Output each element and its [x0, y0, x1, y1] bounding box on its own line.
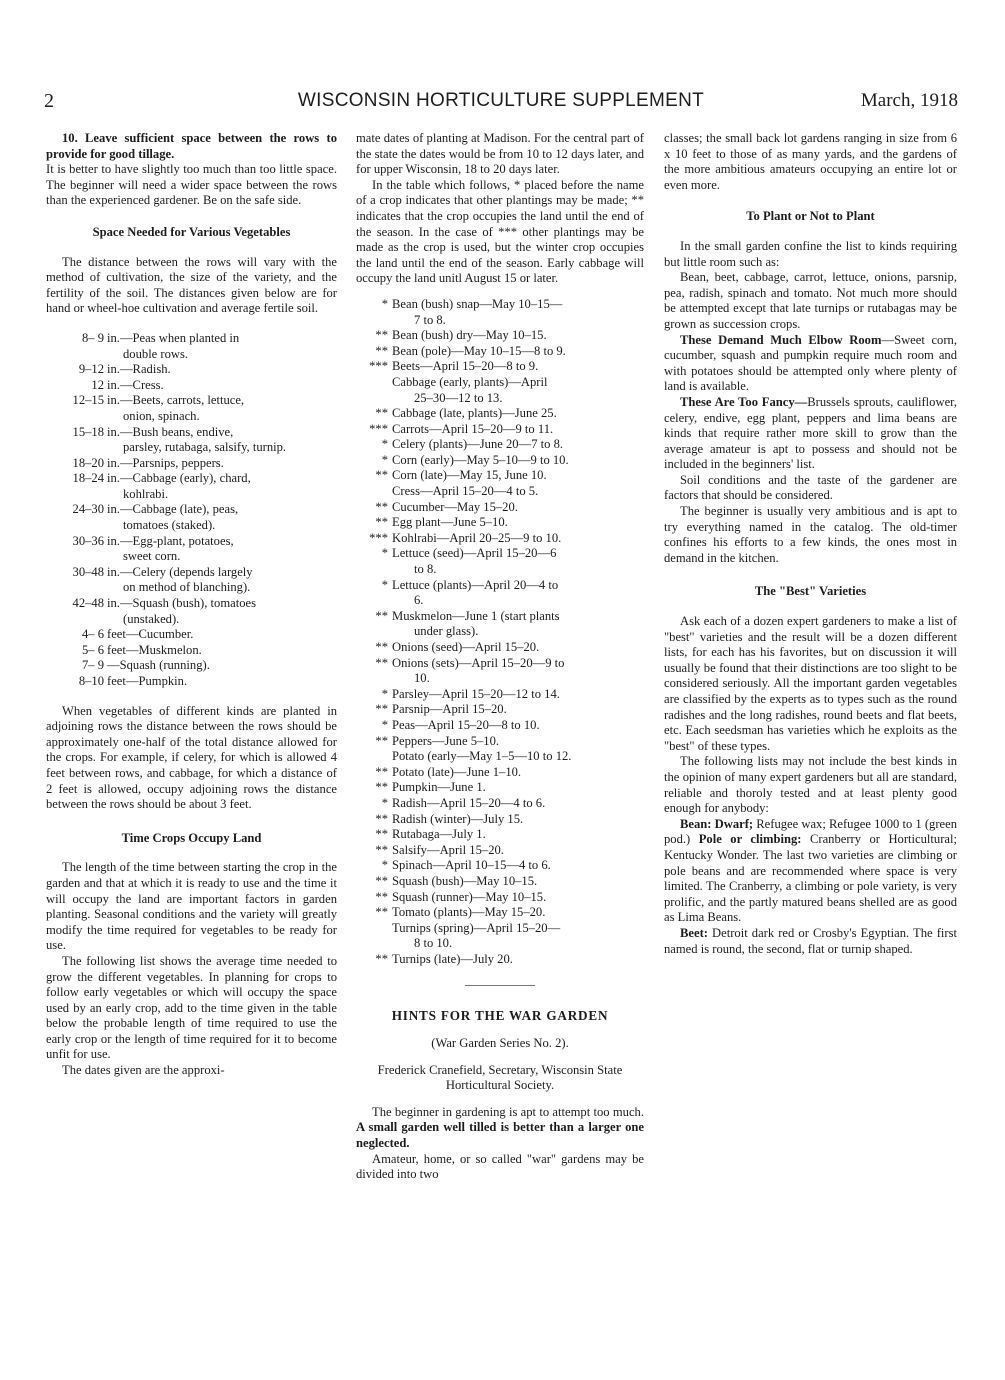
crop-entry-line: Corn (late)—May 15, June 10. — [392, 468, 547, 483]
section-divider — [465, 985, 535, 986]
bean-dwarf-label: Dwarf; — [714, 816, 754, 831]
distance-row — [46, 393, 337, 424]
crop-entry — [392, 578, 644, 609]
elbow-room-text: —Sweet corn, cucumber, squash and pumpkin require much room and with potatoes should be attempted only where plenty of land is available. — [664, 332, 957, 394]
distance-crops-line: feet—Muskmelon. — [107, 642, 202, 657]
hints-bold-text: A small garden well tilled is better than a larger one neglected. — [356, 1120, 644, 1151]
time-crops-heading: Time Crops Occupy Land — [121, 830, 262, 845]
crop-entry-line: Cress—April 15–20—4 to 5. — [392, 484, 539, 499]
crop-row — [356, 890, 644, 906]
distance-crops-cont: on method of blanching). — [123, 580, 251, 595]
crop-row — [356, 640, 644, 656]
crop-entry-line: Corn (early)—May 5–10—9 to 10. — [392, 452, 569, 467]
distance-crops-cont: (unstaked). — [123, 611, 180, 626]
crop-mark: *** — [369, 359, 388, 374]
distance-row — [46, 643, 337, 659]
crop-row — [356, 827, 644, 843]
crop-entry-line: Potato (late)—June 1–10. — [392, 764, 522, 779]
distance-range: 12 — [91, 377, 104, 392]
crop-entry — [392, 827, 644, 843]
crop-entry-line: Egg plant—June 5–10. — [392, 515, 508, 530]
crop-row — [356, 702, 644, 718]
crop-entry-line: Cabbage (early, plants)—April — [392, 374, 548, 389]
crop-entry-line: Squash (bush)—May 10–15. — [392, 873, 538, 888]
hints-paragraph-2: Amateur, home, or so called "war" gardens may be divided into two — [356, 1151, 644, 1182]
beet-paragraph — [664, 926, 957, 957]
crop-entry — [392, 359, 644, 375]
crop-row — [356, 375, 644, 406]
crop-mark: ** — [375, 780, 388, 795]
distance-row — [46, 378, 337, 394]
rule-10-heading: 10. Leave sufficient space between the rows to provide for good tillage. — [46, 131, 337, 161]
crop-row — [356, 687, 644, 703]
bean-paragraph — [664, 817, 957, 926]
distance-crops-cont: kohlrabi. — [123, 486, 169, 501]
crop-row — [356, 468, 644, 484]
crop-row — [356, 796, 644, 812]
crop-mark: ** — [375, 811, 388, 826]
crop-entry — [392, 749, 644, 765]
soil-paragraph: Soil conditions and the taste of the gardener are factors that should be considered. — [664, 472, 957, 503]
hints-title: HINTS FOR THE WAR GARDEN — [391, 1008, 609, 1024]
distance-crops — [107, 378, 337, 394]
crop-entry-line: Rutabaga—July 1. — [392, 827, 486, 842]
crop-entry-line: Radish (winter)—July 15. — [392, 811, 524, 826]
crop-entry — [392, 531, 644, 547]
distance-crops — [107, 658, 337, 674]
crop-entry — [392, 297, 644, 328]
crop-mark: * — [381, 858, 388, 873]
too-fancy-paragraph — [664, 395, 957, 473]
crop-row — [356, 344, 644, 360]
crop-entry — [392, 765, 644, 781]
crop-entry-line: Peas—April 15–20—8 to 10. — [392, 717, 540, 732]
crop-entry — [392, 437, 644, 453]
crop-entry — [392, 546, 644, 577]
crop-entry — [392, 468, 644, 484]
crop-entry-cont: 25–30—12 to 13. — [414, 390, 503, 405]
distance-row — [46, 362, 337, 378]
crop-entry — [392, 375, 644, 406]
crop-entry-line: Bean (pole)—May 10–15—8 to 9. — [392, 343, 566, 358]
crop-mark: ** — [375, 655, 388, 670]
distance-row — [46, 658, 337, 674]
crop-mark: ** — [375, 889, 388, 904]
distance-crops — [107, 534, 337, 565]
distance-row — [46, 534, 337, 565]
distance-crops-cont: double rows. — [123, 346, 189, 361]
distance-crops — [107, 596, 337, 627]
distance-crops-cont: parsley, rutabaga, salsify, turnip. — [123, 440, 287, 455]
crop-mark: * — [381, 296, 388, 311]
distance-crops-cont: onion, spinach. — [123, 408, 200, 423]
bean-dwarf-text: Refugee wax; Refugee 1000 to 1 (green pod.) — [664, 816, 957, 847]
crop-mark — [356, 484, 392, 500]
crop-entry-line: Muskmelon—June 1 (start plants — [392, 608, 560, 623]
distance-crops-cont: sweet corn. — [123, 549, 181, 564]
distance-crops-line: —Squash (running). — [107, 658, 210, 673]
too-fancy-label: These Are Too Fancy— — [680, 394, 808, 409]
crop-mark: * — [381, 686, 388, 701]
crop-entry-line: Onions (sets)—April 15–20—9 to — [392, 655, 565, 670]
crop-row — [356, 905, 644, 921]
crop-entry — [392, 905, 644, 921]
distance-crops-cont: tomatoes (staked). — [123, 518, 216, 533]
distance-crops-line: in.—Cabbage (late), peas, — [107, 502, 239, 517]
distance-row — [46, 627, 337, 643]
crop-row — [356, 734, 644, 750]
crop-mark: ** — [375, 499, 388, 514]
crop-mark — [356, 749, 392, 765]
hints-paragraph-1 — [356, 1105, 644, 1152]
best-paragraph-2: The following lists may not include the best kinds in the opinion of many expert gardeners but all are standard, reliable and thoroly tested and at least plenty good enough for anybody: — [664, 754, 957, 816]
crop-mark: * — [381, 577, 388, 592]
crop-entry — [392, 609, 644, 640]
crop-row — [356, 422, 644, 438]
running-title: WISCONSIN HORTICULTURE SUPPLEMENT — [297, 90, 705, 111]
crop-entry-cont: 8 to 10. — [414, 936, 453, 951]
distance-crops-line: in.—Celery (depends largely — [107, 564, 253, 579]
distance-crops — [107, 425, 337, 456]
issue-date: March, 1918 — [860, 90, 958, 111]
crop-entry-line: Celery (plants)—June 20—7 to 8. — [392, 437, 564, 452]
crop-row — [356, 780, 644, 796]
crop-table — [356, 297, 644, 968]
hints-series: (War Garden Series No. 2). — [431, 1036, 569, 1051]
crop-row — [356, 546, 644, 577]
distance-range: 18–24 — [72, 471, 104, 486]
distance-range: 9–12 — [78, 362, 104, 377]
crop-row — [356, 453, 644, 469]
crop-entry-cont: 6. — [414, 593, 424, 608]
crop-row — [356, 484, 644, 500]
column-3 — [664, 131, 957, 957]
crop-row — [356, 578, 644, 609]
distance-range: 8– 9 — [81, 330, 104, 345]
distance-crops — [107, 565, 337, 596]
crop-entry-line: Parsnip—April 15–20. — [392, 702, 507, 717]
dates-paragraph: mate dates of planting at Madison. For the central part of the state the dates would be from 10 to 12 days later, and for upper Wisconsin, 18 to 20 days later. — [356, 131, 644, 177]
distance-crops-line: in.—Bush beans, endive, — [107, 424, 234, 439]
crop-row — [356, 952, 644, 968]
bean-label: Bean: — [680, 816, 712, 831]
crop-entry — [392, 656, 644, 687]
crop-entry-cont: 10. — [414, 671, 430, 686]
distance-range: 30–48 — [72, 564, 104, 579]
space-needed-heading: Space Needed for Various Vegetables — [92, 224, 291, 239]
crop-entry — [392, 858, 644, 874]
distance-crops — [107, 502, 337, 533]
to-plant-heading: To Plant or Not to Plant — [746, 209, 875, 224]
crop-entry-cont: under glass). — [414, 624, 479, 639]
crop-entry-line: Parsley—April 15–20—12 to 14. — [392, 686, 560, 701]
crop-mark: ** — [375, 328, 388, 343]
crop-entry-line: Cabbage (late, plants)—June 25. — [392, 406, 557, 421]
crop-mark: ** — [375, 733, 388, 748]
distance-crops-line: in.—Cress. — [107, 377, 164, 392]
plant-paragraph-2: Bean, beet, cabbage, carrot, lettuce, onions, parsnip, pea, radish, spinach and tomato. Not much more should be attempted except that late turnips or rutabagas may be grown as succession crops. — [664, 270, 957, 331]
beet-text: Detroit dark red or Crosby's Egyptian. The first named is round, the second, flat or turnip shaped. — [664, 925, 957, 956]
crop-mark: ** — [375, 406, 388, 421]
distance-crops-line: feet—Cucumber. — [107, 627, 194, 642]
column-2 — [356, 131, 644, 1183]
crop-entry-line: Salsify—April 15–20. — [392, 842, 504, 857]
distance-range: 15–18 — [72, 424, 104, 439]
distance-row — [46, 331, 337, 362]
crop-row — [356, 437, 644, 453]
distance-crops — [107, 393, 337, 424]
crop-entry-line: Squash (runner)—May 10–15. — [392, 889, 547, 904]
crop-entry-line: Radish—April 15–20—4 to 6. — [392, 795, 546, 810]
crop-entry — [392, 453, 644, 469]
crop-entry-line: Potato (early—May 1–5—10 to 12. — [392, 749, 572, 764]
distance-list — [46, 331, 337, 690]
distance-crops — [107, 674, 337, 690]
distance-range: 30–36 — [72, 533, 104, 548]
beet-label: Beet: — [680, 925, 708, 940]
distance-row — [46, 502, 337, 533]
crop-row — [356, 515, 644, 531]
crop-entry — [392, 406, 644, 422]
hints-credit: Frederick Cranefield, Secretary, Wisconsin State Horticultural Society. — [377, 1062, 623, 1093]
crop-entry — [392, 484, 644, 500]
crop-mark: * — [381, 546, 388, 561]
crop-row — [356, 765, 644, 781]
bean-pole-label: Pole or climbing: — [698, 832, 802, 847]
crop-entry — [392, 640, 644, 656]
crop-mark — [356, 921, 392, 952]
crop-entry — [392, 687, 644, 703]
crop-entry — [392, 734, 644, 750]
crop-entry-cont: to 8. — [414, 562, 437, 577]
distance-range: 8–10 — [78, 674, 104, 688]
distance-crops-line: in.—Squash (bush), tomatoes — [107, 596, 257, 611]
crop-row — [356, 609, 644, 640]
crop-entry-cont: 7 to 8. — [414, 312, 446, 327]
crop-mark: * — [381, 795, 388, 810]
crop-entry — [392, 344, 644, 360]
crop-entry-line: Pumpkin—June 1. — [392, 780, 486, 795]
crop-entry-line: Spinach—April 10–15—4 to 6. — [392, 858, 551, 873]
crop-mark: ** — [375, 608, 388, 623]
distance-range: 5– 6 — [81, 642, 104, 657]
crop-mark: ** — [375, 951, 388, 966]
crop-mark: ** — [375, 343, 388, 358]
crop-row — [356, 531, 644, 547]
crop-entry-line: Kohlrabi—April 20–25—9 to 10. — [392, 530, 562, 545]
crop-entry — [392, 952, 644, 968]
crop-row — [356, 858, 644, 874]
crop-entry-line: Peppers—June 5–10. — [392, 733, 500, 748]
crop-entry — [392, 422, 644, 438]
crop-entry — [392, 702, 644, 718]
elbow-room-paragraph — [664, 333, 957, 395]
crop-entry — [392, 921, 644, 952]
crop-mark: ** — [375, 905, 388, 920]
distance-row — [46, 565, 337, 596]
distance-range: 24–30 — [72, 502, 104, 517]
hints-lead-text: The beginner in gardening is apt to attempt too much. — [372, 1104, 644, 1119]
beginner-paragraph: The beginner is usually very ambitious and is apt to try everything named in the catalog. The old-timer confines his efforts to a few kinds, the ones most in demand in the kitchen. — [664, 504, 957, 565]
crop-mark: ** — [375, 702, 388, 717]
distance-crops-line: in.—Parsnips, peppers. — [107, 455, 224, 470]
crop-entry — [392, 718, 644, 734]
crop-entry — [392, 780, 644, 796]
crop-entry-line: Bean (bush) dry—May 10–15. — [392, 328, 547, 343]
crop-row — [356, 921, 644, 952]
column-1 — [46, 131, 337, 1079]
best-paragraph-1: Ask each of a dozen expert gardeners to make a list of "best" varieties and the result will be a dozen different lists, for each has his favorites, but on discussion it will usually be found that their distinctions are too slight to be considered seriously. All the important garden vegetables are classified by the experts as to types such as the round radishes and the long radishes, round beets and flat beets, etc. Each seedsman has varieties which he exploits as the "best" of these types. — [664, 614, 957, 753]
crop-entry — [392, 328, 644, 344]
distance-crops — [107, 643, 337, 659]
distance-row — [46, 471, 337, 502]
crop-row — [356, 874, 644, 890]
crop-mark: * — [381, 452, 388, 467]
crop-mark: *** — [369, 530, 388, 545]
too-fancy-text: Brussels sprouts, cauliflower, celery, endive, egg plant, peppers and lima beans are kinds that require rather more skill to grow than the average amateur is apt to possess and should not be included in the beginners' list. — [664, 394, 957, 472]
distance-row — [46, 674, 337, 690]
crop-entry — [392, 890, 644, 906]
distance-crops — [107, 627, 337, 643]
crop-mark: ** — [375, 764, 388, 779]
crop-entry-line: Beets—April 15–20—8 to 9. — [392, 359, 539, 374]
distance-row — [46, 456, 337, 472]
bean-pole-text: Cranberry or Horticultural; Kentucky Wonder. The last two varieties are climbing or pole beans and are recommended where space is very limited. The Cranberry, a climbing or pole variety, is very prolific, and the partly matured beans shelled are as good as Lima Beans. — [664, 832, 957, 925]
crop-entry — [392, 812, 644, 828]
crop-entry-line: Carrots—April 15–20—9 to 11. — [392, 421, 554, 436]
crop-entry-line: Lettuce (plants)—April 20—4 to — [392, 577, 559, 592]
crop-row — [356, 406, 644, 422]
elbow-room-label: These Demand Much Elbow Room — [680, 332, 882, 347]
distance-crops-line: in.—Radish. — [107, 362, 171, 377]
crop-row — [356, 749, 644, 765]
crop-mark: ** — [375, 515, 388, 530]
crop-entry-line: Onions (seed)—April 15–20. — [392, 640, 540, 654]
crop-entry-line: Lettuce (seed)—April 15–20—6 — [392, 546, 557, 561]
time-paragraph-2: The following list shows the average time needed to grow the different vegetables. In planning for crops to follow early vegetables or which will occupy the space used by an early crop, add to the time given in the table below the probable length of time required to use the early crop or the length of time required for it to become unfit for use. — [46, 953, 337, 1062]
crop-mark: ** — [375, 468, 388, 483]
best-varieties-heading: The "Best" Varieties — [754, 584, 867, 599]
crop-row — [356, 812, 644, 828]
distance-crops-line: feet—Pumpkin. — [107, 674, 188, 688]
distance-crops-line: in.—Beets, carrots, lettuce, — [107, 393, 245, 408]
crop-entry — [392, 843, 644, 859]
classes-paragraph: classes; the small back lot gardens ranging in size from 6 x 10 feet to those of as many yards, and the gardens of the more ambitious amateurs occupying an entire lot or even more. — [664, 131, 957, 192]
time-paragraph-3: The dates given are the approxi- — [62, 1063, 225, 1078]
crop-entry-line: Turnips (late)—July 20. — [392, 951, 513, 966]
crop-mark: * — [381, 717, 388, 732]
crop-mark: ** — [375, 640, 388, 654]
crop-entry — [392, 515, 644, 531]
distance-range: 12–15 — [72, 393, 104, 408]
crop-entry — [392, 874, 644, 890]
plant-paragraph-1: In the small garden confine the list to kinds requiring but little room such as: — [664, 238, 957, 269]
crop-entry — [392, 796, 644, 812]
rule-10-text: It is better to have slightly too much than too little space. The beginner will need a wider space between the rows than the experienced gardener. Be on the safe side. — [46, 162, 337, 208]
crop-row — [356, 843, 644, 859]
crop-entry-line: Tomato (plants)—May 15–20. — [392, 905, 546, 920]
distance-crops-line: in.—Egg-plant, potatoes, — [107, 533, 234, 548]
crop-row — [356, 328, 644, 344]
distance-range: 4– 6 — [81, 627, 104, 642]
page-number: 2 — [44, 90, 54, 112]
distance-crops — [107, 471, 337, 502]
crop-entry-line: Cucumber—May 15–20. — [392, 499, 518, 514]
page-header — [44, 88, 958, 118]
time-paragraph-1: The length of the time between starting the crop in the garden and that at which it is ready to use and the time it will occupy the land are important factors in garden planting. Seasonal conditions and the variety will greatly modify the time required for vegetables to be ready for use. — [46, 860, 337, 953]
distance-crops-line: in.—Peas when planted in — [107, 330, 240, 345]
distance-range: 18–20 — [72, 455, 104, 470]
crop-entry-line: Bean (bush) snap—May 10–15— — [392, 296, 563, 311]
crop-row — [356, 500, 644, 516]
space-intro: The distance between the rows will vary with the method of cultivation, the size of the variety, and the fertility of the soil. The distances given below are for hand or wheel-hoe cultivation and average fertile soil. — [46, 254, 337, 316]
distance-range: 42–48 — [72, 596, 104, 611]
crop-mark — [356, 375, 392, 406]
distance-range: 7– 9 — [81, 658, 104, 673]
crop-mark: *** — [369, 421, 388, 436]
crop-mark: ** — [375, 827, 388, 842]
crop-row — [356, 718, 644, 734]
distance-crops — [107, 331, 337, 362]
crop-row — [356, 359, 644, 375]
crop-row — [356, 656, 644, 687]
crop-mark: * — [381, 437, 388, 452]
distance-row — [46, 596, 337, 627]
crop-row — [356, 297, 644, 328]
table-intro: In the table which follows, * placed before the name of a crop indicates that other plantings may be made; ** indicates that the crop occupies the land until the end of the season. In the case of *** other plantings may be made as the crop is used, but the winter crop occupies the land until the end of the season. Early cabbage will occupy the land unitl August 15 or later. — [356, 177, 644, 286]
crop-mark: ** — [375, 873, 388, 888]
crop-entry-line: Turnips (spring)—April 15–20— — [392, 920, 561, 935]
distance-crops — [107, 362, 337, 378]
crop-entry — [392, 500, 644, 516]
distance-crops — [107, 456, 337, 472]
distance-crops-line: in.—Cabbage (early), chard, — [107, 471, 251, 486]
distance-row — [46, 425, 337, 456]
crop-mark: ** — [375, 842, 388, 857]
adjoining-rows-paragraph: When vegetables of different kinds are planted in adjoining rows the distance between the rows should be approximately one-half of the total distance allowed for the crops. For example, if celery, for which is allowed 4 feet between rows, and cabbage, for which a distance of 2 feet is allowed, occupy adjoining rows the distance between the rows should be about 3 feet. — [46, 703, 337, 812]
